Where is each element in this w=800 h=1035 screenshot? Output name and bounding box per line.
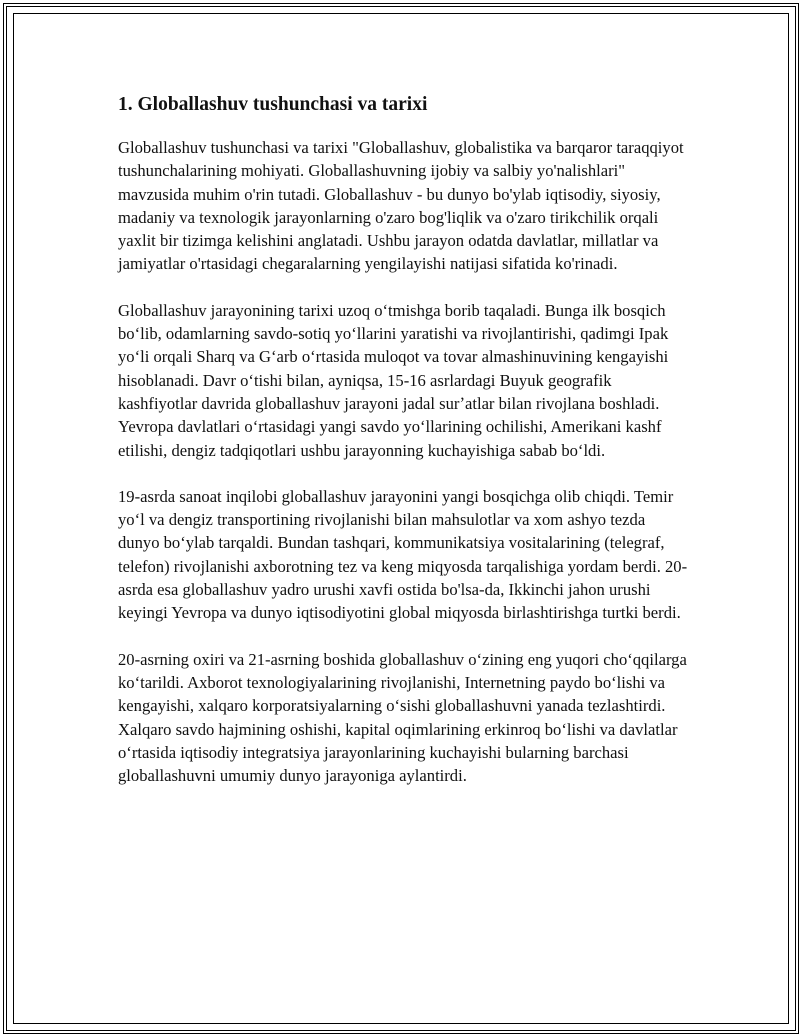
paragraph-4: 20-asrning oxiri va 21-asrning boshida globallashuv oʻzining eng yuqori choʻqqilarga koʻtarildi. Axborot texnologiyalarining rivojlanishi, Internetning paydo boʻlishi va kengayishi, xalqaro korporatsiyalarning oʻsishi globallashuvni yanada tezlashtirdi. Xalqaro savdo hajmining oshishi, kapital oqimlarining erkinroq boʻlishi va davlatlar oʻrtasida iqtisodiy integratsiya jarayonlarining kuchayishi bularning barchasi globallashuvni umumiy dunyo jarayoniga aylantirdi. (118, 649, 687, 786)
document-body (118, 92, 690, 810)
section-title: 1. Globallashuv tushunchasi va tarixi (118, 94, 428, 115)
paragraph-3: 19-asrda sanoat inqilobi globallashuv jarayonini yangi bosqichga olib chiqdi. Temir yoʻl va dengiz transportining rivojlanishi bilan mahsulotlar va xom ashyo tezda dunyo boʻylab tarqaldi. Bundan tashqari, kommunikatsiya vositalarining (telegraf, telefon) rivojlanishi axborotning tez va keng miqyosda tarqalishiga yordam berdi. 20-asrda esa globallashuv yadro urushi xavfi ostida bo'lsa-da, Ikkinchi jahon urushi keyingi Yevropa va dunyo iqtisodiyotini global miqyosda birlashtirishga turtki berdi. (118, 486, 688, 623)
paragraph-2: Globallashuv jarayonining tarixi uzoq oʻtmishga borib taqaladi. Bunga ilk bosqich boʻlib, odamlarning savdo-sotiq yoʻllarini yaratishi va rivojlantirishi, qadimgi Ipak yoʻli orqali Sharq va Gʻarb oʻrtasida muloqot va tovar almashinuvining kengayishi hisoblanadi. Davr oʻtishi bilan, ayniqsa, 15-16 asrlardagi Buyuk geografik kashfiyotlar davrida globallashuv jarayoni jadal surʼatlar bilan rivojlana boshladi. Yevropa davlatlari oʻrtasidagi yangi savdo yoʻllarining ochilishi, Amerikani kashf etilishi, dengiz tadqiqotlari ushbu jarayonning kuchayishiga sabab boʻldi. (118, 300, 669, 460)
paragraph-1: Globallashuv tushunchasi va tarixi "Globallashuv, globalistika va barqaror taraqqiyot tushunchalarining mohiyati. Globallashuvning ijobiy va salbiy yo'nalishlari" mavzusida muhim o'rin tutadi. Globallashuv - bu dunyo bo'ylab iqtisodiy, siyosiy, madaniy va texnologik jarayonlarning o'zaro bog'liqlik va o'zaro tirikchilik orqali yaxlit bir tizimga kelishini anglatadi. Ushbu jarayon odatda davlatlar, millatlar va jamiyatlar o'rtasidagi chegaralarning yengilayishi natijasi sifatida ko'rinadi. (118, 138, 684, 274)
